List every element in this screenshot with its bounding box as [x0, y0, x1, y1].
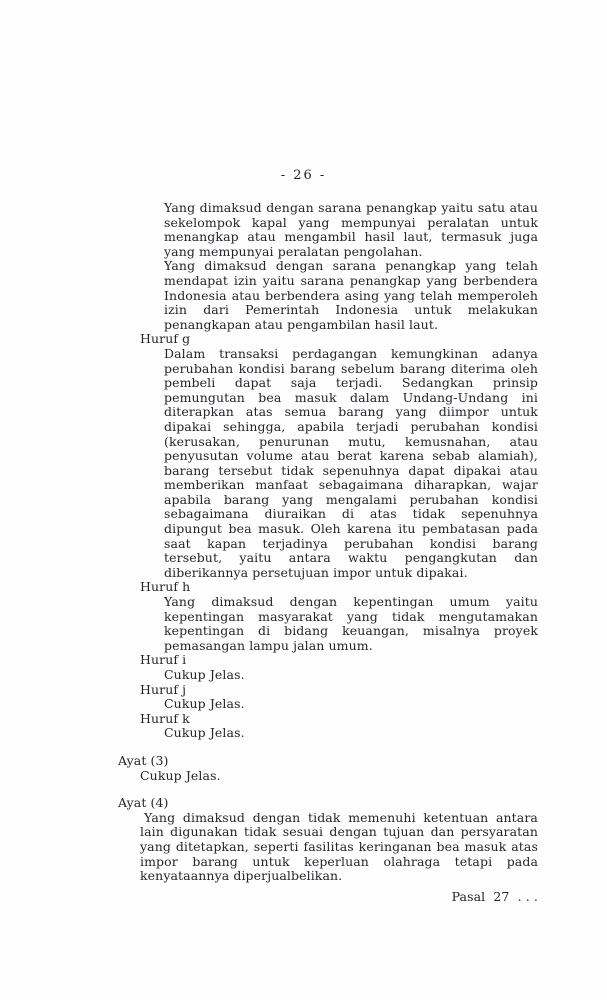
huruf-i-label: Huruf i — [140, 652, 187, 668]
document-body — [118, 201, 538, 904]
huruf-h-label: Huruf h — [140, 579, 191, 595]
huruf-j-label: Huruf j — [140, 681, 187, 697]
huruf-g-paragraph: Dalam transaksi perdagangan kemungkinan adanya perubahan kondisi barang sebelum barang diterima oleh pembeli dapat saja terjadi. Sedangkan prinsip pemungutan bea masuk dalam Undang-Undang ini diterapkan atas semua barang yang diimpor untuk dipakai sehingga, apabila terjadi perubahan kondisi (kerusakan, penurunan mutu, kemusnahan, atau penyusutan volume atau berat karena sebab alamiah), barang tersebut tidak sepenuhnya dapat dipakai atau memberikan manfaat sebagaimana diharapkan, wajar apabila barang yang mengalami perubahan kondisi sebagaimana diuraikan di atas tidak sepenuhnya dipungut bea masuk. Oleh karena itu pembatasan pada saat kapan terjadinya perubahan kondisi barang tersebut, yaitu antara waktu pengangkutan dan diberikannya persetujuan impor untuk dipakai. — [164, 345, 538, 580]
ayat-3-label: Ayat (3) — [118, 752, 169, 768]
huruf-k-label: Huruf k — [140, 710, 190, 726]
huruf-j-text: Cukup Jelas. — [164, 696, 245, 712]
ayat-4-paragraph: Yang dimaksud dengan tidak memenuhi ketentuan antara lain digunakan tidak sesuai dengan tujuan dan persyaratan yang ditetapkan, seperti fasilitas keringanan bea masuk atas impor barang untuk keperluan olahraga tetapi pada kenyataannya diperjualbelikan. — [140, 809, 538, 884]
page-number: - 26 - — [280, 168, 327, 183]
huruf-f-paragraph-2: Yang dimaksud dengan sarana penangkap yang telah mendapat izin yaitu sarana penangkap yang berbendera Indonesia atau berbendera asing yang telah memperoleh izin dari Pemerintah Indonesia untuk melakukan penangkapan atau pengambilan hasil laut. — [164, 258, 538, 332]
huruf-k-text: Cukup Jelas. — [164, 725, 245, 741]
page-catchword: Pasal 27 . . . — [451, 888, 538, 904]
huruf-i-text: Cukup Jelas. — [164, 667, 245, 682]
ayat-4-label: Ayat (4) — [118, 795, 169, 811]
huruf-g-label: Huruf g — [140, 331, 191, 347]
huruf-f-paragraph-1: Yang dimaksud dengan sarana penangkap yaitu satu atau sekelompok kapal yang mempunyai peralatan untuk menangkap atau mengambil hasil laut, termasuk juga yang mempunyai peralatan pengolahan. — [164, 200, 538, 259]
huruf-h-paragraph: Yang dimaksud dengan kepentingan umum yaitu kepentingan masyarakat yang tidak mengutamakan kepentingan di bidang keuangan, misalnya proyek pemasangan lampu jalan umum. — [164, 594, 538, 653]
ayat-3-text: Cukup Jelas. — [140, 767, 221, 783]
